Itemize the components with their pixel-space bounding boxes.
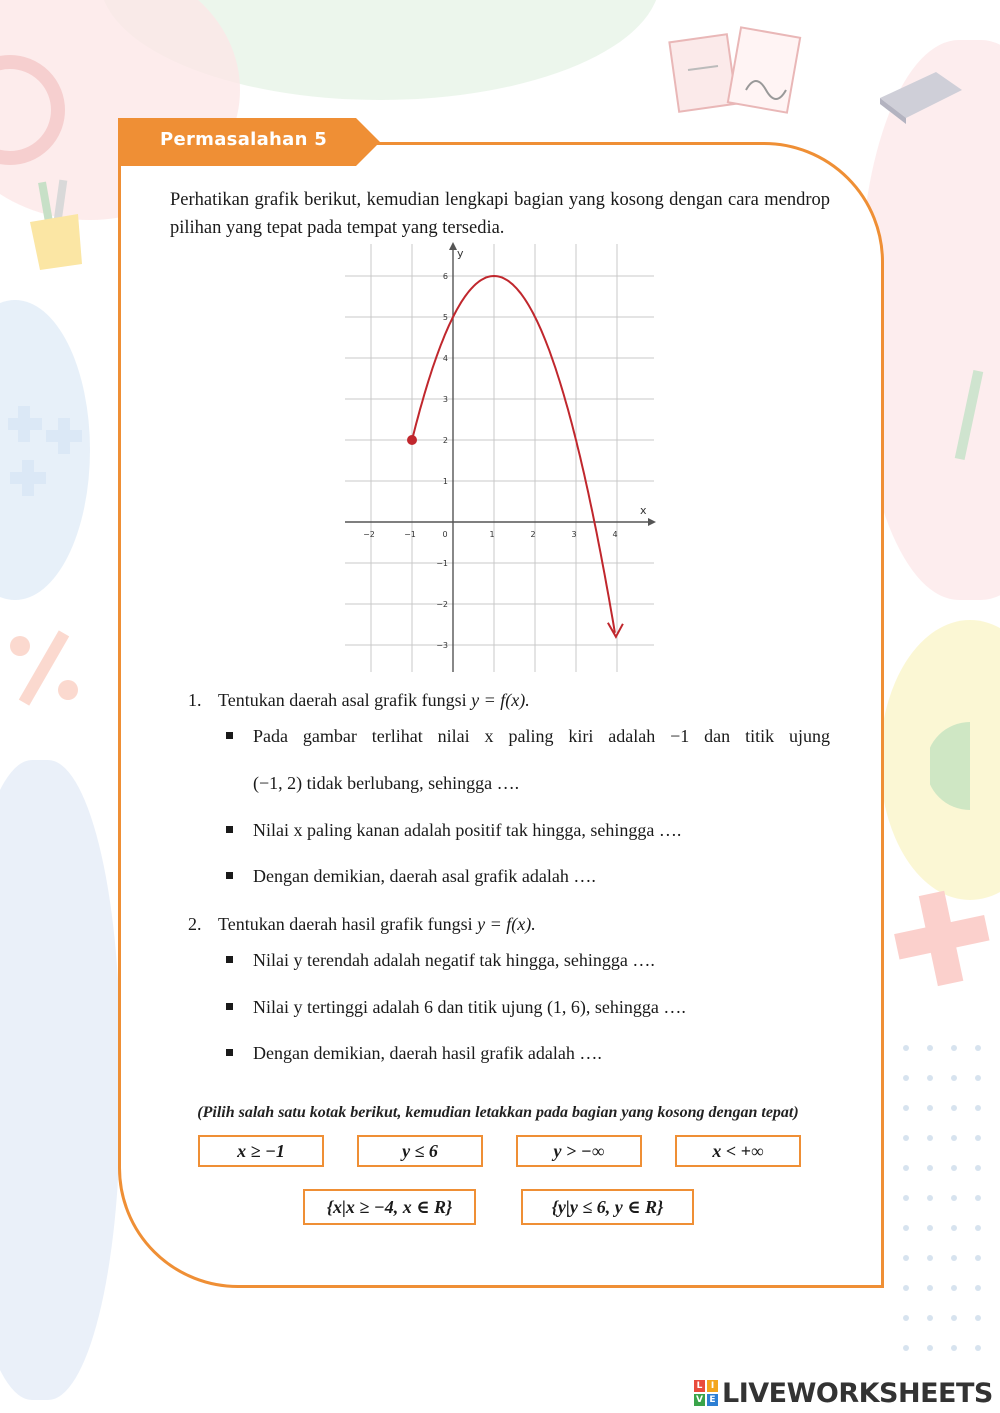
logo-icon-letter: L [694,1380,705,1392]
bullet-marker [226,956,233,963]
dot [903,1135,909,1141]
pencil-decoration [952,364,992,474]
dot [975,1255,981,1261]
bullet-item [226,818,830,842]
bullet-item [226,995,830,1019]
dot [951,1045,957,1051]
dot [951,1165,957,1171]
dot [951,1255,957,1261]
percent-decoration [4,622,84,712]
dot [951,1105,957,1111]
x-axis-arrow [648,518,656,526]
dot [927,1135,933,1141]
dot [927,1075,933,1081]
bullet-marker [226,1049,233,1056]
question-1 [188,688,828,712]
dot [927,1045,933,1051]
plus-decoration [8,396,108,506]
dot [903,1075,909,1081]
dot [975,1315,981,1321]
bullet-item [226,724,830,794]
dot [951,1225,957,1231]
dot [975,1105,981,1111]
dot [951,1135,957,1141]
bullet-text: Nilai x paling kanan adalah positif tak hingga, sehingga …. [253,820,682,840]
problem-badge [118,118,380,166]
answer-option[interactable]: x ≥ −1 [198,1135,324,1167]
curve-start-point [407,435,417,445]
dot [927,1315,933,1321]
bullet-marker [226,872,233,879]
question-text [218,688,530,712]
dot [903,1285,909,1291]
dot [951,1285,957,1291]
x-tick-label: 2 [530,530,536,539]
bullet-marker [226,732,233,739]
dot [951,1315,957,1321]
dot [903,1345,909,1351]
cross-decoration [888,888,998,988]
y-tick-label: −1 [436,559,448,568]
y-axis-arrow [449,242,457,250]
dot [975,1345,981,1351]
y-tick-label: −2 [436,600,448,609]
x-tick-label: −1 [404,530,416,539]
dot [927,1195,933,1201]
bullet-item [226,1041,830,1065]
bullet-text-continued: (−1, 2) tidak berlubang, sehingga …. [253,773,520,793]
dot [903,1315,909,1321]
dot [975,1075,981,1081]
question-number: 2. [188,914,202,934]
dot [927,1225,933,1231]
dot [903,1105,909,1111]
x-axis-label: x [640,504,647,517]
logo-icon-letter: V [694,1394,705,1406]
bullet-marker [226,1003,233,1010]
dot [927,1345,933,1351]
dot [975,1195,981,1201]
dot [927,1105,933,1111]
bullet-text: Dengan demikian, daerah hasil grafik adalah …. [253,1043,602,1063]
y-axis-label: y [457,247,464,260]
bullet-text: Pada gambar terlihat nilai x paling kiri adalah −1 dan titik ujung [253,726,830,746]
question-2 [188,912,828,936]
dot [903,1255,909,1261]
answer-option[interactable]: {y|y ≤ 6, y ∈ R} [521,1189,694,1225]
question-number: 1. [188,690,202,710]
dot [975,1135,981,1141]
dot [927,1165,933,1171]
x-tick-label: 0 [442,530,448,539]
x-tick-label: 3 [571,530,577,539]
x-tick-label: 1 [489,530,495,539]
y-tick-label: 2 [442,436,448,445]
dot [975,1225,981,1231]
dot [975,1165,981,1171]
bullet-item [226,864,830,888]
background-blob [0,760,120,1400]
intro-text: Perhatikan grafik berikut, kemudian lengkapi bagian yang kosong dengan cara mendrop pilihan yang tepat pada tempat yang tersedia. [170,190,830,238]
dot [951,1195,957,1201]
question-text-main: Tentukan daerah asal grafik fungsi [218,690,467,710]
dot-grid-decoration [896,1038,996,1378]
badge-label: Permasalahan 5 [160,129,328,150]
bullet-marker [226,826,233,833]
answer-option[interactable]: y ≤ 6 [357,1135,483,1167]
bullet-text: Nilai y terendah adalah negatif tak hingga, sehingga …. [253,950,655,970]
question-math: y = f(x). [471,690,530,710]
calculator-decoration [876,66,966,126]
dot [903,1165,909,1171]
logo-icon-letter: E [707,1394,718,1406]
y-tick-label: 4 [442,354,448,363]
logo-wordmark: LIVEWORKSHEETS [722,1377,993,1409]
logo-icon-letter: I [707,1380,718,1392]
instruction-note: (Pilih salah satu kotak berikut, kemudian letakkan pada bagian yang kosong dengan tepat) [197,1104,799,1121]
dot [903,1045,909,1051]
dot [951,1075,957,1081]
y-tick-label: 3 [442,395,448,404]
answer-option[interactable]: y > −∞ [516,1135,642,1167]
protractor-decoration [930,716,990,816]
function-graph [340,240,660,680]
dot [903,1225,909,1231]
bullet-item [226,948,830,972]
dot [975,1045,981,1051]
liveworksheets-logo [694,1376,993,1410]
question-math: y = f(x). [477,914,536,934]
answer-option[interactable]: x < +∞ [675,1135,801,1167]
dot [951,1345,957,1351]
y-tick-label: 5 [442,313,448,322]
y-tick-label: −3 [436,641,448,650]
dot [927,1285,933,1291]
dot [927,1255,933,1261]
x-tick-label: −2 [363,530,375,539]
logo-icon [694,1380,718,1406]
y-tick-label: 1 [442,477,448,486]
dot [975,1285,981,1291]
bullet-text: Nilai y tertinggi adalah 6 dan titik ujung (1, 6), sehingga …. [253,997,686,1017]
ring-decoration [0,40,80,180]
pencil-cup-decoration [20,178,90,278]
math-book-decoration [668,20,808,130]
answer-option[interactable]: {x|x ≥ −4, x ∈ R} [303,1189,476,1225]
question-text [218,912,536,936]
x-tick-label: 4 [612,530,618,539]
bullet-text: Dengan demikian, daerah asal grafik adalah …. [253,866,596,886]
dot [903,1195,909,1201]
function-curve [412,276,618,633]
question-text-main: Tentukan daerah hasil grafik fungsi [218,914,473,934]
y-tick-label: 6 [442,272,448,281]
